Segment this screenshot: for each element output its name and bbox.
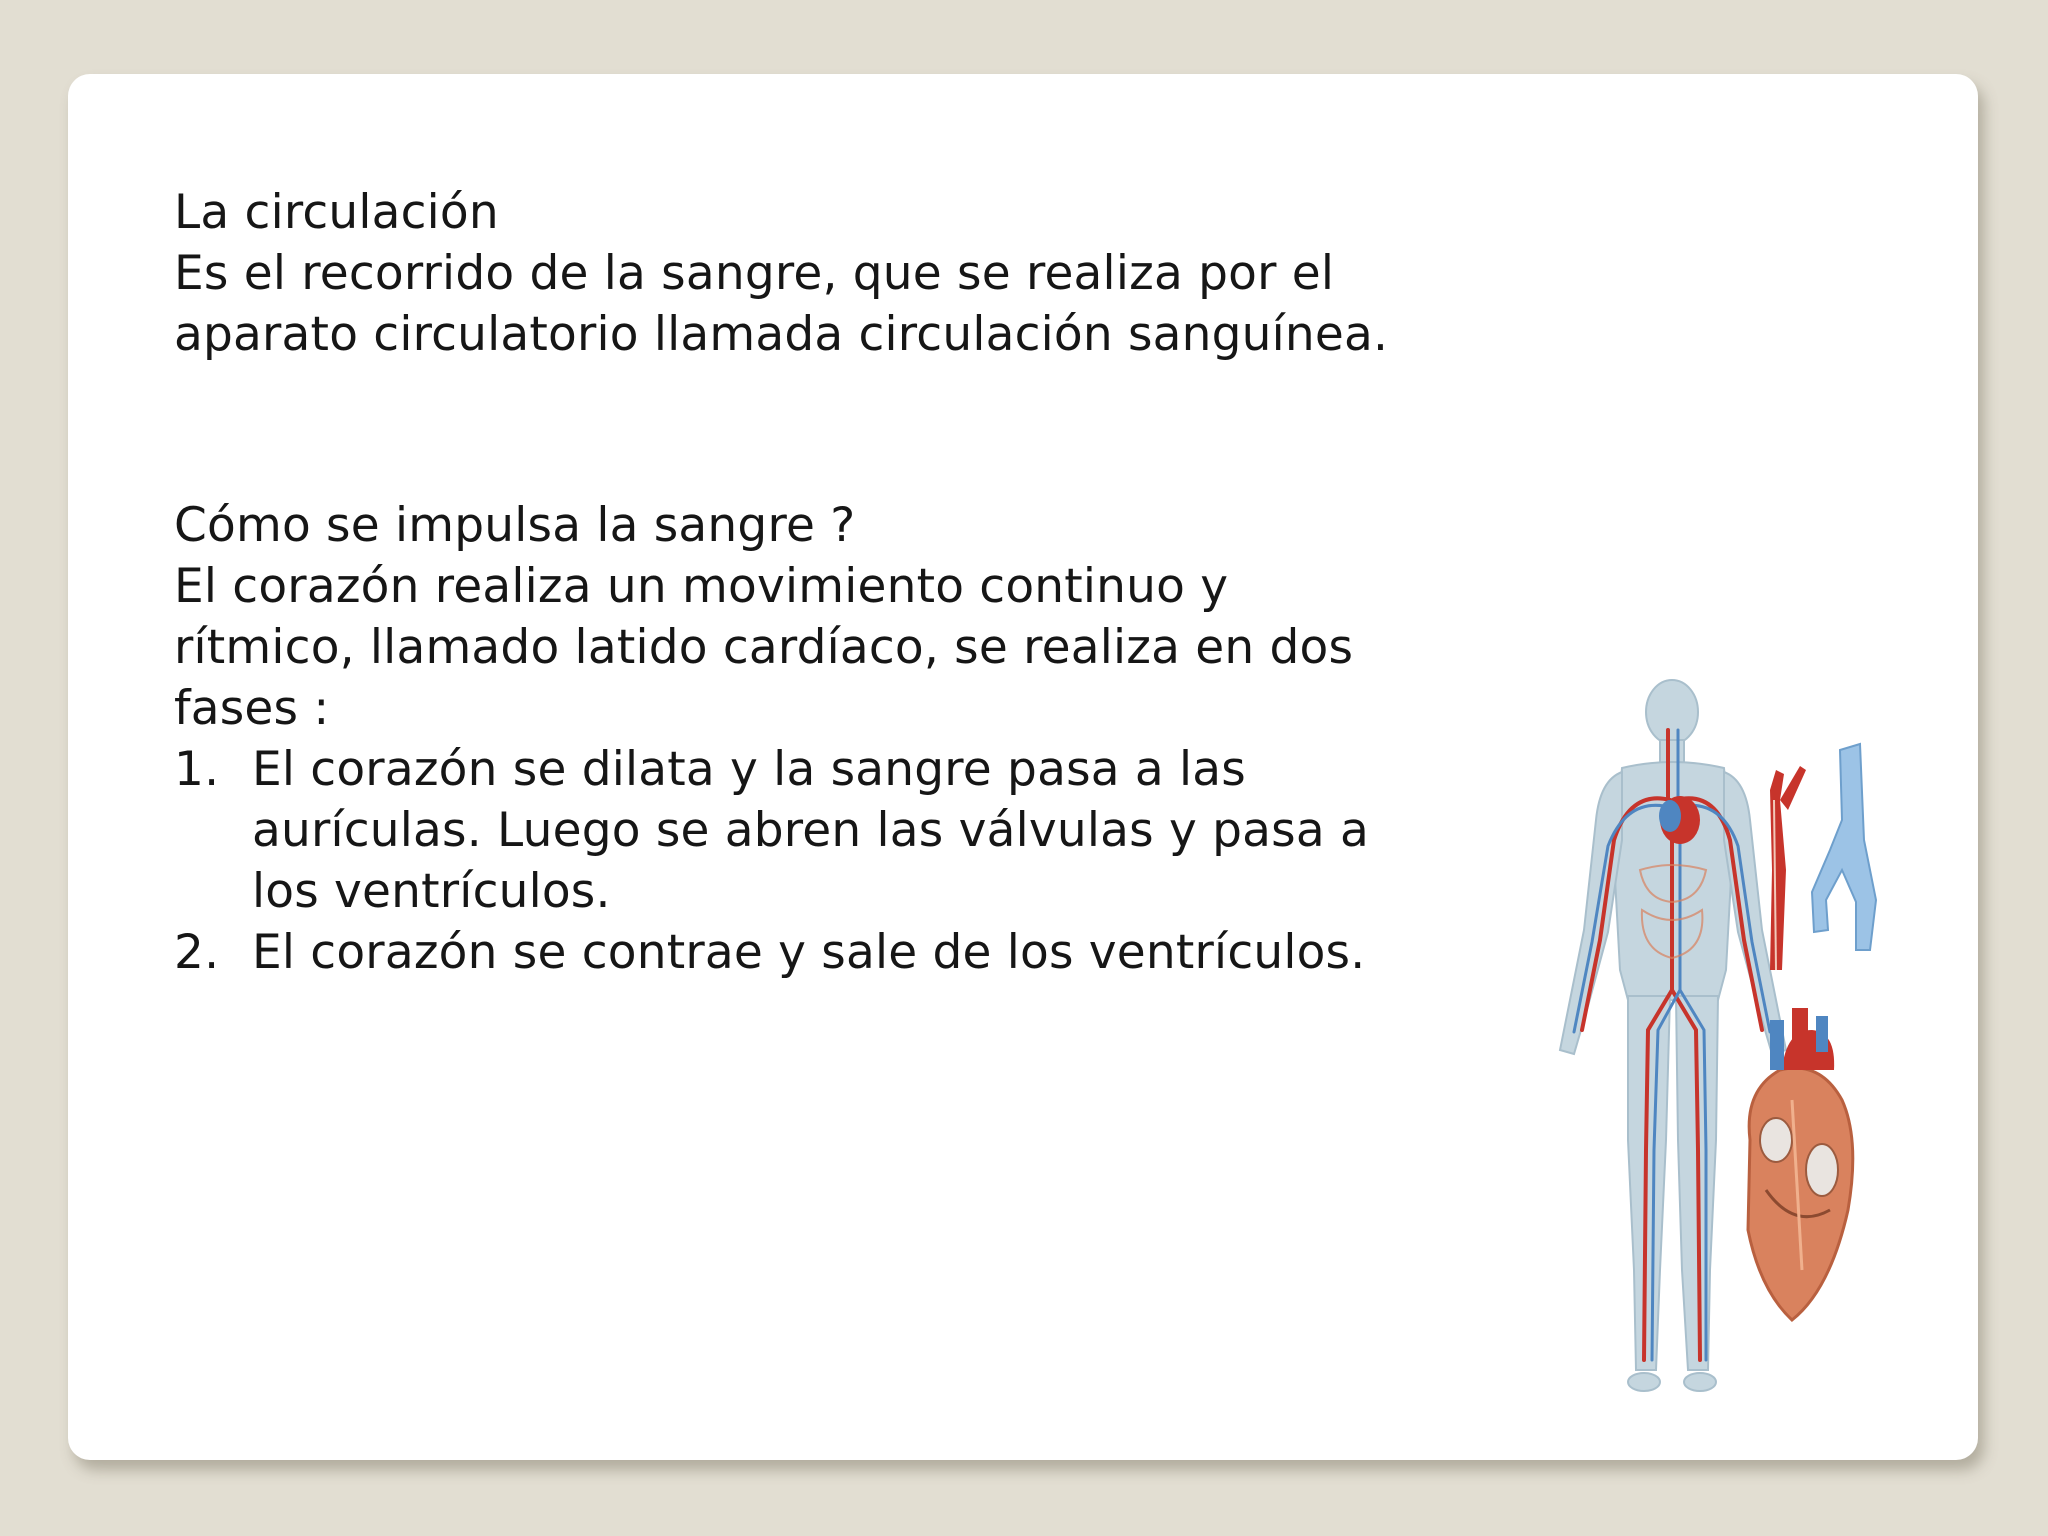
- artery-detail: [1770, 766, 1806, 970]
- list-item: [174, 739, 1514, 922]
- slide-title: La circulación: [174, 185, 499, 240]
- heart-detail: [1748, 1008, 1853, 1320]
- phases-list: [174, 739, 1514, 983]
- list-line: los ventrículos.: [252, 864, 611, 919]
- definition-line: aparato circulatorio llamada circulación sanguínea.: [174, 307, 1389, 362]
- list-line: aurículas. Luego se abren las válvulas y pasa a: [252, 803, 1369, 858]
- answer-line: El corazón realiza un movimiento continuo y: [174, 559, 1229, 614]
- vein-detail: [1812, 744, 1876, 950]
- paragraph-spacer: [174, 365, 1514, 495]
- question-heading: Cómo se impulsa la sangre ?: [174, 498, 856, 553]
- list-line: El corazón se contrae y sale de los ventrículos.: [252, 925, 1366, 980]
- list-number: 2.: [174, 925, 220, 980]
- answer-line: rítmico, llamado latido cardíaco, se realiza en dos: [174, 620, 1354, 675]
- human-body-figure: [1560, 680, 1786, 1391]
- slide-text: [174, 182, 1514, 983]
- list-number: 1.: [174, 742, 220, 797]
- circulatory-system-illustration: [1530, 670, 1950, 1410]
- answer-line: fases :: [174, 681, 330, 736]
- list-line: El corazón se dilata y la sangre pasa a las: [252, 742, 1246, 797]
- definition-line: Es el recorrido de la sangre, que se realiza por el: [174, 246, 1335, 301]
- list-item: [174, 922, 1514, 983]
